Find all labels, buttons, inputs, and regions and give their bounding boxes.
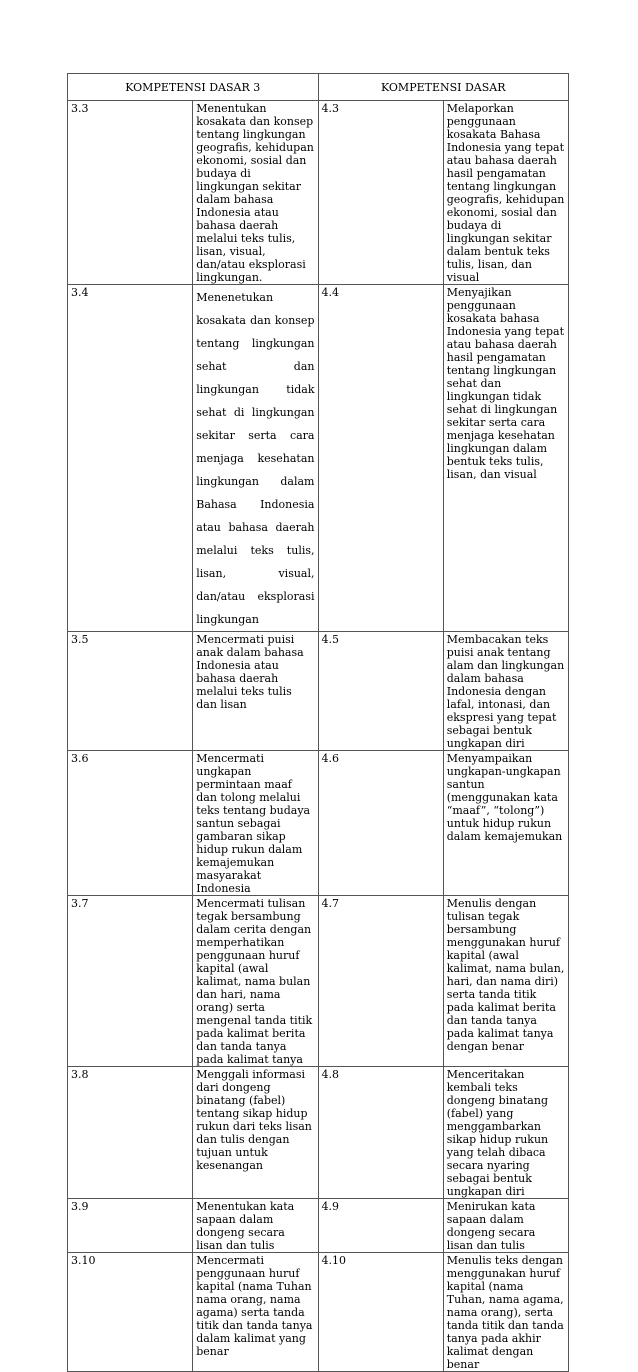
- table-row: [68, 896, 569, 1067]
- kd-number: 3.3: [68, 101, 193, 285]
- kd-text: Menulis dengan tulisan tegak bersambung menggunakan huruf kapital (awal kalimat, nama bulan, hari, dan nama diri) serta tanda titik pada kalimat berita dan tanda tanya pada kalimat tanya dengan benar: [443, 896, 568, 1067]
- kd-number: 3.4: [68, 285, 193, 632]
- table-row: [68, 1253, 569, 1372]
- table-row: [68, 751, 569, 896]
- kd-number: 3.5: [68, 632, 193, 751]
- kd-number: 4.3: [318, 101, 443, 285]
- kd-text: Menentukan kata sapaan dalam dongeng secara lisan dan tulis: [193, 1199, 318, 1253]
- kd-number: 4.5: [318, 632, 443, 751]
- kd-text: Mencermati puisi anak dalam bahasa Indonesia atau bahasa daerah melalui teks tulis dan lisan: [193, 632, 318, 751]
- kd-number: 4.7: [318, 896, 443, 1067]
- kd-text: Melaporkan penggunaan kosakata Bahasa Indonesia yang tepat atau bahasa daerah hasil pengamatan tentang lingkungan geografis, kehidupan ekonomi, sosial dan budaya di lingkungan sekitar dalam bentuk teks tulis, lisan, dan visual: [443, 101, 568, 285]
- kd-text: Menyampaikan ungkapan-ungkapan santun (menggunakan kata “maaf”, “tolong”) untuk hidup rukun dalam kemajemukan: [443, 751, 568, 896]
- table-row: [68, 101, 569, 285]
- header-kd3: KOMPETENSI DASAR 3: [68, 74, 319, 101]
- kd-number: 3.8: [68, 1067, 193, 1199]
- kd-number: 4.6: [318, 751, 443, 896]
- kd-text: Menirukan kata sapaan dalam dongeng secara lisan dan tulis: [443, 1199, 568, 1253]
- kd-number: 3.7: [68, 896, 193, 1067]
- kd-text: Menggali informasi dari dongeng binatang (fabel) tentang sikap hidup rukun dari teks lisan dan tulis dengan tujuan untuk kesenangan: [193, 1067, 318, 1199]
- kd-text: Menenetukan kosakata dan konsep tentang lingkungan sehat dan lingkungan tidak sehat di lingkungan sekitar serta cara menjaga kesehatan lingkungan dalam Bahasa Indonesia atau bahasa daerah melalui teks tulis, lisan, visual, dan/atau eksplorasi lingkungan: [193, 285, 318, 632]
- kd-text: Menulis teks dengan menggunakan huruf kapital (nama Tuhan, nama agama, nama orang), serta tanda titik dan tanda tanya pada akhir kalimat dengan benar: [443, 1253, 568, 1372]
- table-row: [68, 1199, 569, 1253]
- kd-text: Menceritakan kembali teks dongeng binatang (fabel) yang menggambarkan sikap hidup rukun yang telah dibaca secara nyaring sebagai bentuk ungkapan diri: [443, 1067, 568, 1199]
- kd-number: 4.4: [318, 285, 443, 632]
- kd-text: Mencermati penggunaan huruf kapital (nama Tuhan nama orang, nama agama) serta tanda titik dan tanda tanya dalam kalimat yang benar: [193, 1253, 318, 1372]
- table-row: [68, 632, 569, 751]
- kd-text: Mencermati ungkapan permintaan maaf dan tolong melalui teks tentang budaya santun sebagai gambaran sikap hidup rukun dalam kemajemukan masyarakat Indonesia: [193, 751, 318, 896]
- header-kd4: KOMPETENSI DASAR: [318, 74, 569, 101]
- table-row: [68, 285, 569, 632]
- kd-number: 4.8: [318, 1067, 443, 1199]
- kd-text: Membacakan teks puisi anak tentang alam dan lingkungan dalam bahasa Indonesia dengan lafal, intonasi, dan ekspresi yang tepat sebagai bentuk ungkapan diri: [443, 632, 568, 751]
- kd-number: 4.9: [318, 1199, 443, 1253]
- table-header-row: [68, 74, 569, 101]
- table-row: [68, 1067, 569, 1199]
- kd-text: Menyajikan penggunaan kosakata bahasa Indonesia yang tepat atau bahasa daerah hasil pengamatan tentang lingkungan sehat dan lingkungan tidak sehat di lingkungan sekitar serta cara menjaga kesehatan lingkungan dalam bentuk teks tulis, lisan, dan visual: [443, 285, 568, 632]
- kd-text: Mencermati tulisan tegak bersambung dalam cerita dengan memperhatikan penggunaan huruf kapital (awal kalimat, nama bulan dan hari, nama orang) serta mengenal tanda titik pada kalimat berita dan tanda tanya pada kalimat tanya: [193, 896, 318, 1067]
- kd-number: 4.10: [318, 1253, 443, 1372]
- kd-number: 3.10: [68, 1253, 193, 1372]
- kd-number: 3.6: [68, 751, 193, 896]
- kd-number: 3.9: [68, 1199, 193, 1253]
- competency-table: [67, 73, 569, 1372]
- kd-text: Menentukan kosakata dan konsep tentang lingkungan geografis, kehidupan ekonomi, sosial dan budaya di lingkungan sekitar dalam bahasa Indonesia atau bahasa daerah melalui teks tulis, lisan, visual, dan/atau eksplorasi lingkungan.: [193, 101, 318, 285]
